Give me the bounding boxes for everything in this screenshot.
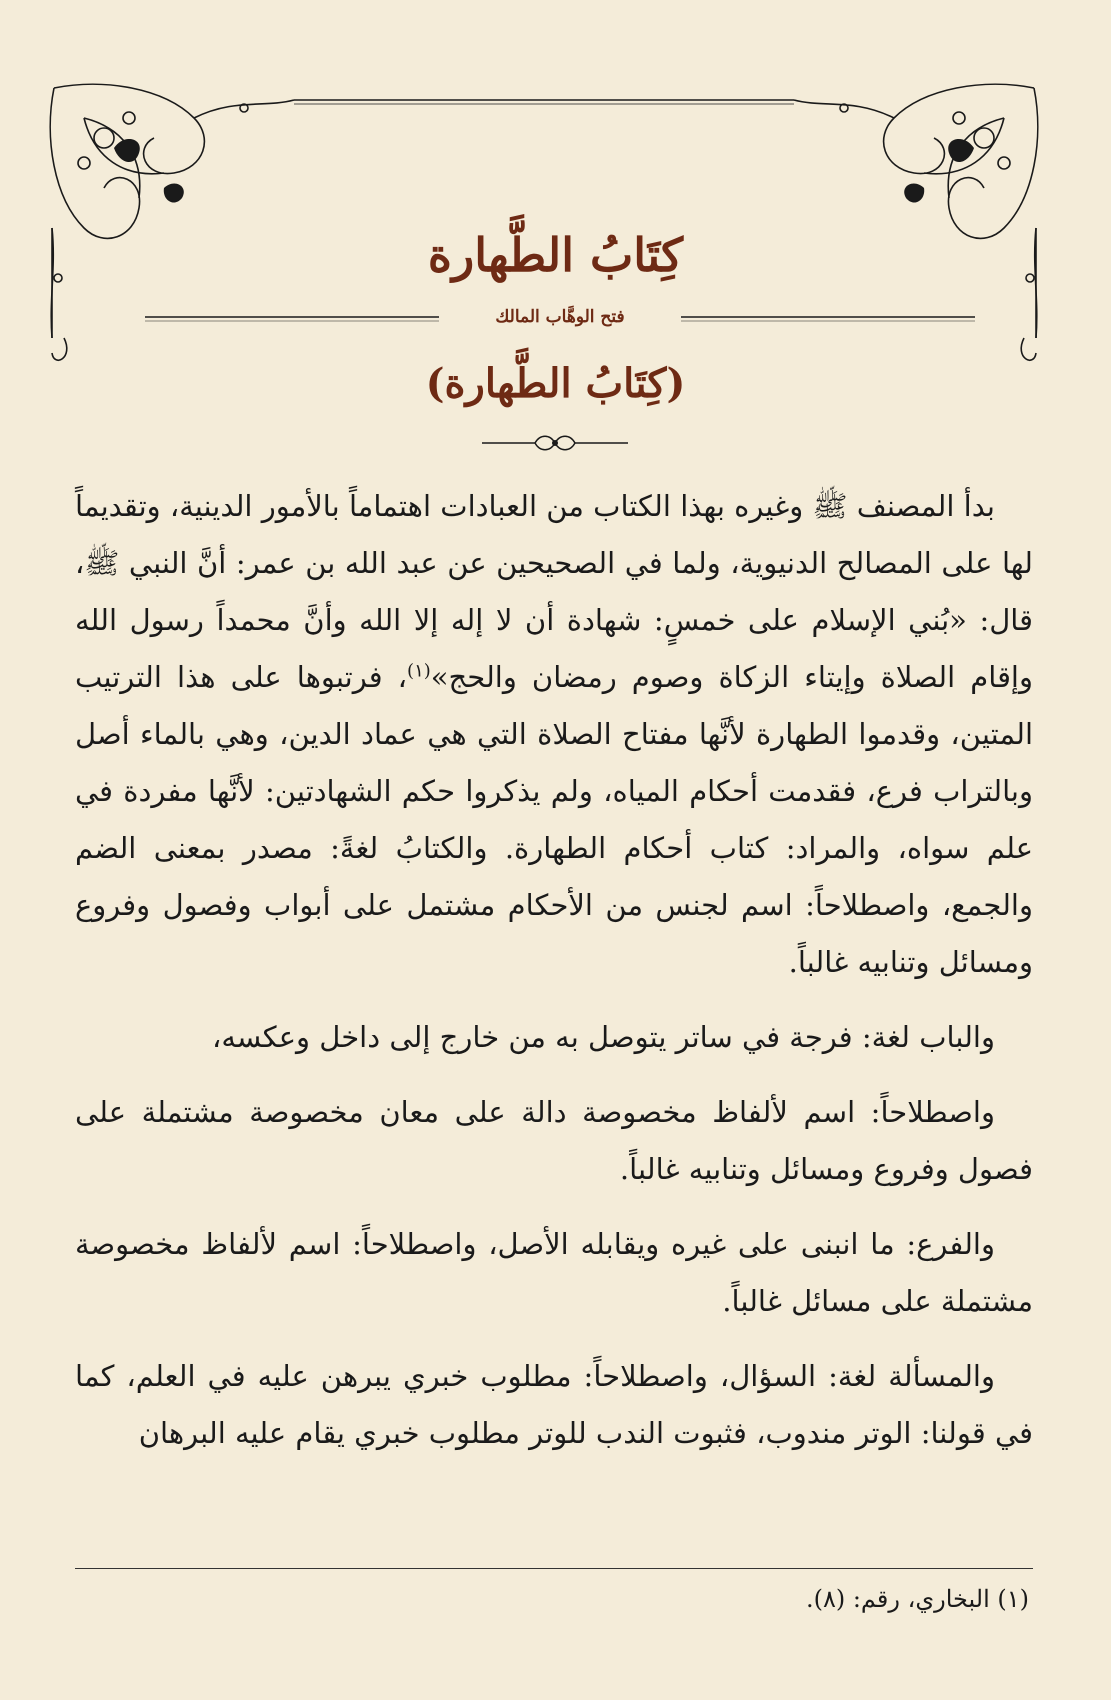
section-title: (كِتَابُ الطَّهارة) bbox=[425, 360, 686, 407]
paragraph-4: والفرع: ما انبنى على غيره ويقابله الأصل، واصطلاحاً: اسم لألفاظ مخصوصة مشتملة على مسائل غالباً. bbox=[75, 1227, 1033, 1318]
footnote-ref-1[interactable]: (١) bbox=[407, 660, 431, 682]
paragraph-5: والمسألة لغة: السؤال، واصطلاحاً: مطلوب خبري يبرهن عليه في العلم، كما في قولنا: الوتر مندوب، فثبوت الندب للوتر مطلوب خبري يقام عليه البرهان bbox=[75, 1359, 1033, 1450]
paragraph-1-text: بدأ المصنف ﷺ وغيره بهذا الكتاب من العبادات اهتماماً بالأمور الدينية، وتقديماً لها على المصالح الدنيوية، ولما في الصحيحين عن عبد الله بن عمر: أنَّ النبي ﷺ، قال: «بُني الإسلام على خمسٍ: شهادة أن لا إله إلا الله وأنَّ محمداً رسول الله وإقام الصلاة وإيتاء الزكاة وصوم رمضان والحج» bbox=[75, 489, 1033, 694]
footnote-1: (١) البخاري، رقم: (٨). bbox=[805, 1585, 1029, 1613]
ornament-divider bbox=[480, 430, 630, 456]
body-text bbox=[75, 478, 1033, 1480]
running-head bbox=[145, 302, 975, 332]
paragraph-1 bbox=[75, 478, 1033, 991]
running-head-text: فتح الوهَّاب المالك bbox=[439, 307, 680, 327]
paragraph-2: والباب لغة: فرجة في ساتر يتوصل به من خارج إلى داخل وعكسه، bbox=[211, 1020, 995, 1054]
paragraph-3: واصطلاحاً: اسم لألفاظ مخصوصة دالة على معان مخصوصة مشتملة على فصول وفروع ومسائل وتنابيه غالباً. bbox=[75, 1095, 1033, 1186]
footnote-rule bbox=[75, 1568, 1033, 1569]
chapter-title: كِتَابُ الطَّهارة bbox=[427, 228, 684, 282]
paragraph-1-text-after: ، فرتبوها على هذا الترتيب المتين، وقدموا الطهارة لأنَّها مفتاح الصلاة التي هي عماد الدين، وهي بالماء أصل وبالتراب فرع، فقدمت أحكام المياه، ولم يذكروا حكم الشهادتين: لأنَّها مفردة في علم سواه، والمراد: كتاب أحكام الطهارة. والكتابُ لغةً: مصدر بمعنى الضم والجمع، واصطلاحاً: اسم لجنس من الأحكام مشتمل على أبواب وفصول وفروع ومسائل وتنابيه غالباً. bbox=[75, 660, 1033, 979]
running-head-row bbox=[145, 302, 975, 332]
